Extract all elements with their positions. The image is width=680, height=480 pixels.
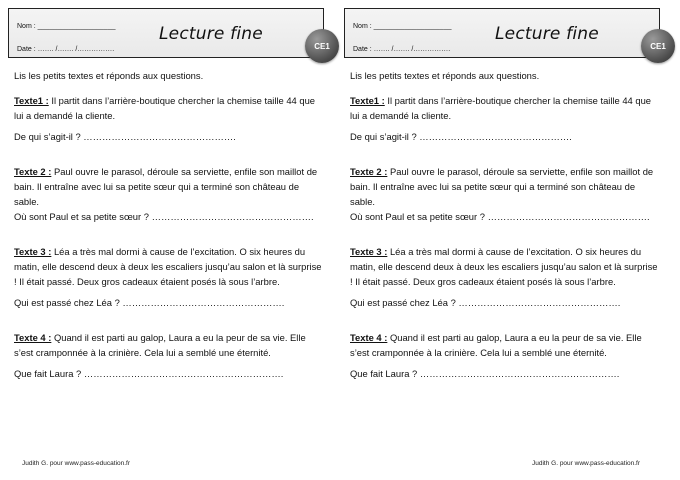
header-box xyxy=(8,8,330,58)
text-body-2: Paul ouvre le parasol, déroule sa serviette, enfile son maillot de bain. Il entraîne avec lui sa petite sœur qui a terminé son château de sable. xyxy=(14,166,318,207)
worksheet-content xyxy=(350,68,660,381)
text-body-3: Léa a très mal dormi à cause de l’excitation. O six heures du matin, elle descend deux à deux les escaliers jusqu’au salon et là surprise ! Il était passé. Deux gros cadeaux étaient posés là sous l’arbre. xyxy=(14,246,322,287)
text-body-1: Il partit dans l’arrière-boutique chercher la chemise taille 44 que lui a demandé la cliente. xyxy=(14,95,316,121)
date-field: Date : ……. /……. /……………. xyxy=(17,46,115,53)
footer-credit: Judith G. pour www.pass-education.fr xyxy=(22,460,131,467)
date-field: Date : ……. /……. /……………. xyxy=(353,46,451,53)
footer-credit: Judith G. pour www.pass-education.fr xyxy=(532,460,641,467)
question-2: Où sont Paul et sa petite sœur ? ……………………………………………. xyxy=(14,211,314,222)
text-body-3: Léa a très mal dormi à cause de l’excitation. O six heures du matin, elle descend deux à deux les escaliers jusqu’au salon et là surprise ! Il était passé. Deux gros cadeaux étaient posés là sous l’arbre. xyxy=(350,246,658,287)
text-block-3 xyxy=(14,244,324,289)
text-label-3: Texte 3 : xyxy=(14,246,52,257)
text-block-1 xyxy=(350,93,660,123)
text-label-1: Texte1 : xyxy=(350,95,385,106)
text-label-4: Texte 4 : xyxy=(350,332,388,343)
worksheet-left xyxy=(8,8,334,470)
text-block-1 xyxy=(14,93,324,123)
text-block-4 xyxy=(350,330,660,360)
text-body-4: Quand il est parti au galop, Laura a eu la peur de sa vie. Elle s’est cramponnée à la crinière. Cela lui a semblé une éternité. xyxy=(350,332,642,358)
question-2: Où sont Paul et sa petite sœur ? ……………………………………………. xyxy=(350,211,650,222)
worksheet-title: Lecture fine xyxy=(159,24,263,44)
worksheet-title: Lecture fine xyxy=(495,24,599,44)
question-3: Qui est passé chez Léa ? ……………………………………………. xyxy=(14,297,285,308)
header-box xyxy=(344,8,666,58)
text-block-3 xyxy=(350,244,660,289)
level-badge: CE1 xyxy=(641,29,675,63)
instructions: Lis les petits textes et réponds aux questions. xyxy=(350,70,540,81)
text-block-2 xyxy=(14,164,324,209)
question-1: De qui s’agit-il ? …………………………………………. xyxy=(350,131,572,142)
question-4: Que fait Laura ? ………………………………………………………. xyxy=(350,368,620,379)
text-label-3: Texte 3 : xyxy=(350,246,388,257)
text-label-2: Texte 2 : xyxy=(14,166,52,177)
text-label-2: Texte 2 : xyxy=(350,166,388,177)
worksheet-content xyxy=(14,68,324,381)
text-block-4 xyxy=(14,330,324,360)
question-4: Que fait Laura ? ………………………………………………………. xyxy=(14,368,284,379)
text-block-2 xyxy=(350,164,660,209)
text-body-4: Quand il est parti au galop, Laura a eu la peur de sa vie. Elle s’est cramponnée à la crinière. Cela lui a semblé une éternité. xyxy=(14,332,306,358)
name-field: Nom : ____________________ xyxy=(353,23,452,30)
text-body-1: Il partit dans l’arrière-boutique chercher la chemise taille 44 que lui a demandé la cliente. xyxy=(350,95,652,121)
name-field: Nom : ____________________ xyxy=(17,23,116,30)
text-label-1: Texte1 : xyxy=(14,95,49,106)
level-badge: CE1 xyxy=(305,29,339,63)
text-body-2: Paul ouvre le parasol, déroule sa serviette, enfile son maillot de bain. Il entraîne avec lui sa petite sœur qui a terminé son château de sable. xyxy=(350,166,654,207)
instructions: Lis les petits textes et réponds aux questions. xyxy=(14,70,204,81)
worksheet-right xyxy=(344,8,670,470)
question-1: De qui s’agit-il ? …………………………………………. xyxy=(14,131,236,142)
question-3: Qui est passé chez Léa ? ……………………………………………. xyxy=(350,297,621,308)
text-label-4: Texte 4 : xyxy=(14,332,52,343)
